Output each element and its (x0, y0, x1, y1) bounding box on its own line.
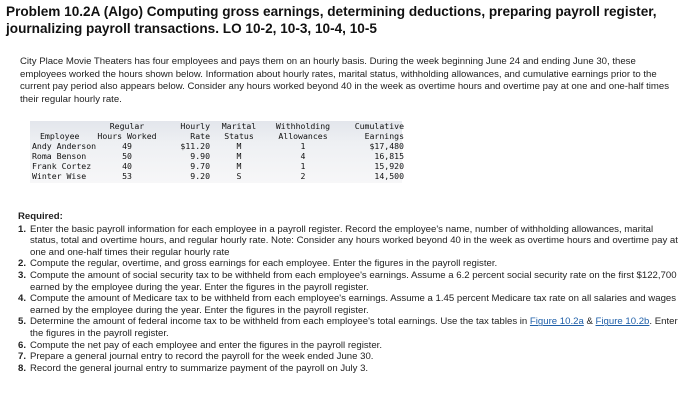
figure-10-2a-link[interactable]: Figure 10.2a (529, 316, 584, 328)
hours-worked: 40 (122, 161, 132, 171)
employee-name: Frank Cortez (32, 161, 92, 171)
hourly-rate: 9.90 (190, 151, 210, 161)
intro-paragraph: City Place Movie Theaters has four employees and pays them on an hourly basis. During the week beginning June 24 and ending June 30, these employees worked the hours shown below. Information about hourly rates, marital status, withholding allowances, and cumulative earnings prior to the current pay period also appears below. Consider any hours worked beyond 40 in the week as overtime hours and overtime pay at one and one-half times their regular hourly rate. (20, 56, 670, 105)
hourly-rate: $11.20 (180, 141, 210, 151)
list-item (18, 258, 682, 270)
cumulative-earnings: 15,920 (374, 161, 404, 171)
figure-10-2b-link[interactable]: Figure 10.2b (595, 316, 650, 328)
problem-title: Problem 10.2A (Algo) Computing gross earnings, determining deductions, preparing payroll register, journalizing payroll transactions. LO 10-2, 10-3, 10-4, 10-5 (6, 4, 657, 36)
marital-status: M (236, 151, 242, 161)
item-number: 3. (18, 269, 27, 281)
header-earnings: Earnings (364, 131, 404, 141)
withholding-allowances: 1 (300, 141, 306, 151)
withholding-allowances: 2 (300, 171, 306, 181)
item-text: Enter the basic payroll information for each employee in a payroll register. Record the employee's name, number of withholding allowances, marital status, total and overtime hours, and regular hourly rate. Note: Consider any hours worked beyond 40 in the week as overtime hours and overtime pay at one and one-half times their regular hourly rate (30, 223, 678, 258)
list-item (18, 340, 682, 352)
list-item (18, 363, 682, 375)
header-regular: Regular (109, 121, 145, 131)
cumulative-earnings: 14,500 (374, 171, 404, 181)
item-text: Compute the amount of Medicare tax to be withheld from each employee's earnings. Assume a 1.45 percent Medicare tax rate on all salaries and wages earned by the employee during the year. Enter the figures in the payroll register. (30, 293, 677, 316)
cumulative-earnings: $17,480 (369, 141, 404, 151)
item-text: Compute the amount of social security tax to be withheld from each employee's earnings. Assume a 6.2 percent social security rate on the first $122,700 earned by the employee during the year. Enter the figures in the payroll register. (30, 269, 677, 293)
header-allowances: Allowances (278, 131, 328, 141)
item-text: & (583, 316, 596, 328)
item-number: 5. (18, 316, 27, 328)
hours-worked: 50 (122, 151, 132, 161)
header-cumulative: Cumulative (354, 121, 404, 131)
header-rate: Rate (190, 131, 210, 141)
item-number: 6. (18, 339, 27, 351)
header-withholding: Withholding (275, 121, 331, 131)
hours-worked: 49 (122, 141, 132, 151)
hourly-rate: 9.70 (190, 161, 210, 171)
item-number: 7. (18, 351, 27, 363)
item-number: 4. (18, 293, 27, 305)
marital-status: M (236, 161, 242, 171)
list-item (18, 270, 682, 293)
hourly-rate: 9.20 (190, 171, 210, 181)
withholding-allowances: 1 (300, 161, 306, 171)
cumulative-earnings: 16,815 (374, 151, 404, 161)
header-hours-worked: Hours Worked (97, 131, 157, 141)
item-text: Record the general journal entry to summarize payment of the payroll on July 3. (30, 362, 369, 374)
item-text: Prepare a general journal entry to record the payroll for the week ended June 30. (30, 351, 374, 363)
header-status: Status (224, 131, 254, 141)
item-text: . Enter the figures in the payroll register. (30, 316, 678, 339)
item-number: 8. (18, 362, 27, 374)
list-item (18, 351, 682, 363)
header-employee: Employee (40, 131, 80, 141)
hours-worked: 53 (122, 171, 132, 181)
header-marital: Marital (221, 121, 257, 131)
marital-status: S (236, 171, 242, 181)
required-section (18, 211, 682, 374)
list-item (18, 316, 682, 339)
marital-status: M (236, 141, 242, 151)
item-number: 2. (18, 258, 27, 270)
list-item (18, 293, 682, 316)
employee-data-table (30, 121, 420, 183)
required-heading: Required: (18, 211, 63, 222)
employee-name: Andy Anderson (32, 141, 97, 151)
withholding-allowances: 4 (300, 151, 306, 161)
item-number: 1. (18, 223, 27, 235)
item-text: Compute the regular, overtime, and gross earnings for each employee. Enter the figures in the payroll register. (30, 258, 498, 270)
header-hourly: Hourly (180, 121, 210, 131)
employee-name: Roma Benson (32, 151, 87, 161)
required-list (18, 224, 682, 375)
list-item (18, 224, 682, 259)
item-text: Determine the amount of federal income tax to be withheld from each employee's total earnings. Use the tax tables in (30, 316, 530, 328)
item-text: Compute the net pay of each employee and enter the figures in the payroll register. (30, 339, 382, 351)
employee-name: Winter Wise (32, 171, 87, 181)
